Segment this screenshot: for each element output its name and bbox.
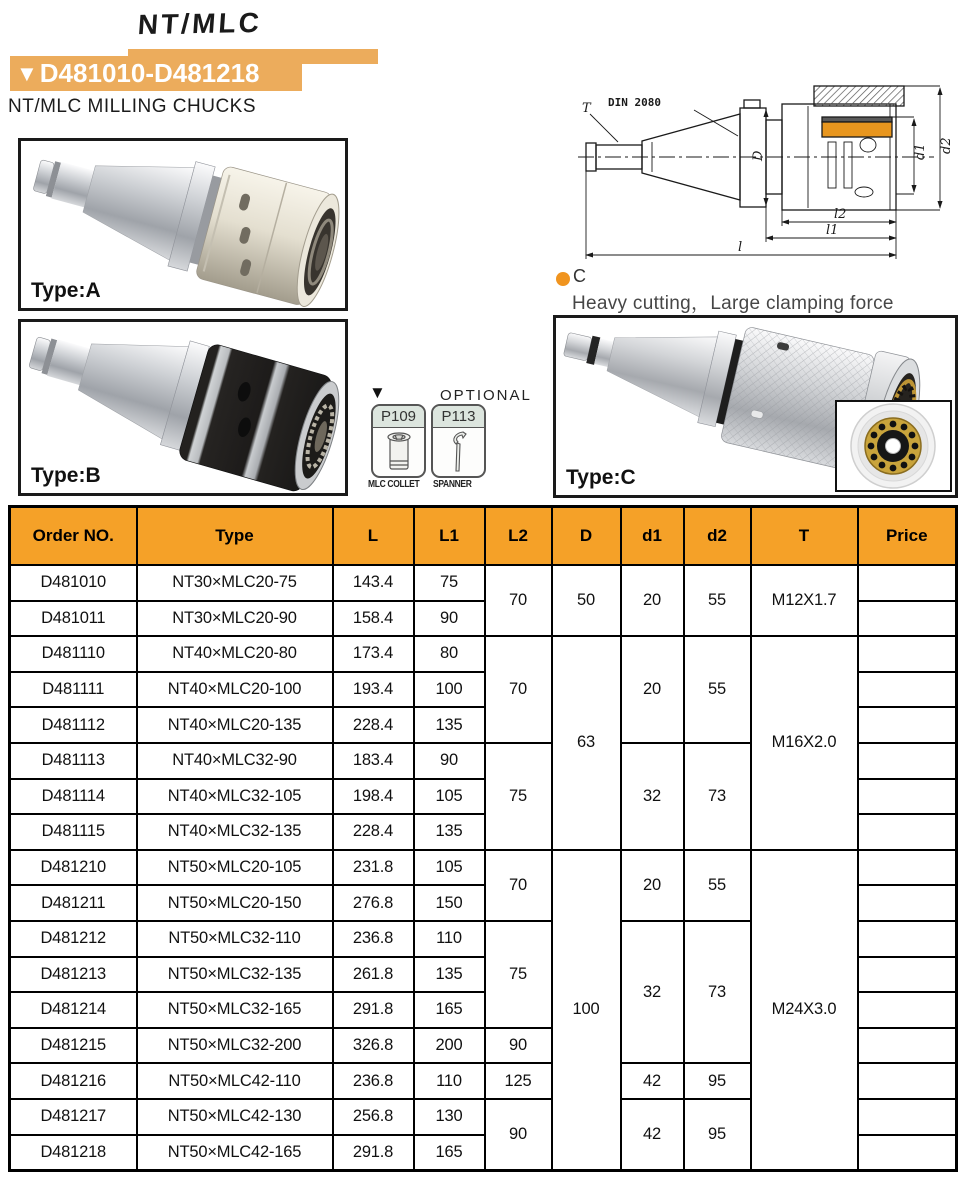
cell-type: NT40×MLC32-135	[137, 814, 333, 850]
cell-merged-dim: 50	[552, 565, 621, 636]
type-a-photo-box	[18, 138, 348, 311]
spec-table-header	[10, 507, 957, 566]
cell-price	[858, 779, 957, 815]
cell-merged-dim: 32	[621, 743, 684, 850]
col-header-price: Price	[858, 507, 957, 566]
cell-merged-dim: 55	[684, 850, 751, 921]
cell-l1: 110	[414, 1063, 485, 1099]
type-c-photo-box	[553, 315, 958, 498]
cell-l: 231.8	[333, 850, 414, 886]
cell-price	[858, 992, 957, 1028]
table-row	[10, 565, 957, 601]
cell-type: NT30×MLC20-75	[137, 565, 333, 601]
cell-price	[858, 1028, 957, 1064]
drawing-label-l2: l2	[834, 207, 847, 222]
optional-card-p109	[371, 404, 426, 478]
cell-order-no: D481115	[10, 814, 137, 850]
col-header-d2: d2	[684, 507, 751, 566]
cell-merged-dim: 73	[684, 743, 751, 850]
optional-code-p109: P109	[373, 406, 424, 428]
cell-merged-dim: 75	[485, 743, 552, 850]
drawing-label-d: D	[751, 150, 766, 161]
type-b-label: Type:B	[31, 464, 101, 487]
cell-type: NT50×MLC20-105	[137, 850, 333, 886]
spec-table	[8, 505, 958, 1172]
cell-price	[858, 707, 957, 743]
cell-merged-dim: 70	[485, 850, 552, 921]
col-header-d: D	[552, 507, 621, 566]
cell-l: 326.8	[333, 1028, 414, 1064]
cell-l1: 105	[414, 850, 485, 886]
col-header-t: T	[751, 507, 858, 566]
cell-merged-dim: 42	[621, 1099, 684, 1170]
cell-price	[858, 957, 957, 993]
series-title: NT/MLC	[136, 6, 263, 41]
cell-type: NT50×MLC42-165	[137, 1135, 333, 1171]
cell-order-no: D481010	[10, 565, 137, 601]
cell-order-no: D481211	[10, 885, 137, 921]
cell-merged-dim: 90	[485, 1099, 552, 1170]
feature-bullet-icon	[556, 272, 570, 286]
optional-title: OPTIONAL	[440, 387, 532, 404]
cell-l1: 165	[414, 1135, 485, 1171]
drawing-standard-label: DIN 2080	[608, 96, 661, 109]
cell-order-no: D481110	[10, 636, 137, 672]
cell-type: NT50×MLC20-150	[137, 885, 333, 921]
cell-type: NT50×MLC42-130	[137, 1099, 333, 1135]
cell-type: NT40×MLC32-90	[137, 743, 333, 779]
cell-l1: 80	[414, 636, 485, 672]
cell-l1: 200	[414, 1028, 485, 1064]
cell-l: 143.4	[333, 565, 414, 601]
cell-order-no: D481114	[10, 779, 137, 815]
cell-l1: 105	[414, 779, 485, 815]
type-c-front-view	[837, 402, 950, 490]
cell-l: 193.4	[333, 672, 414, 708]
cell-type: NT50×MLC32-165	[137, 992, 333, 1028]
drawing-label-l1: l1	[826, 223, 839, 238]
cell-l1: 150	[414, 885, 485, 921]
table-row	[10, 850, 957, 886]
cell-l1: 135	[414, 814, 485, 850]
cell-merged-dim: 100	[552, 850, 621, 1170]
cell-l: 183.4	[333, 743, 414, 779]
spanner-icon	[433, 428, 484, 476]
cell-price	[858, 1135, 957, 1171]
cell-price	[858, 885, 957, 921]
cell-merged-dim: 32	[621, 921, 684, 1063]
cell-merged-dim: 70	[485, 636, 552, 743]
cell-merged-dim: 125	[485, 1063, 552, 1099]
cell-order-no: D481215	[10, 1028, 137, 1064]
drawing-label-l: l	[738, 240, 743, 255]
cell-price	[858, 672, 957, 708]
cell-price	[858, 743, 957, 779]
cell-l: 198.4	[333, 779, 414, 815]
cell-l1: 90	[414, 743, 485, 779]
cell-price	[858, 1099, 957, 1135]
cell-type: NT50×MLC32-200	[137, 1028, 333, 1064]
col-header-type: Type	[137, 507, 333, 566]
technical-drawing	[556, 46, 960, 261]
cell-order-no: D481217	[10, 1099, 137, 1135]
cell-type: NT30×MLC20-90	[137, 601, 333, 637]
cell-l1: 135	[414, 957, 485, 993]
cell-type: NT40×MLC20-135	[137, 707, 333, 743]
range-banner	[10, 56, 302, 91]
cell-order-no: D481213	[10, 957, 137, 993]
cell-price	[858, 850, 957, 886]
col-header-l: L	[333, 507, 414, 566]
cell-price	[858, 565, 957, 601]
cell-l1: 130	[414, 1099, 485, 1135]
cell-type: NT50×MLC32-110	[137, 921, 333, 957]
cell-l1: 100	[414, 672, 485, 708]
cell-merged-dim: 73	[684, 921, 751, 1063]
optional-name-p113: SPANNER	[433, 479, 472, 490]
type-c-label: Type:C	[566, 466, 636, 489]
cell-type: NT50×MLC32-135	[137, 957, 333, 993]
cell-l1: 75	[414, 565, 485, 601]
optional-triangle-icon: ▼	[369, 383, 386, 402]
table-row	[10, 636, 957, 672]
col-header-l1: L1	[414, 507, 485, 566]
cell-l: 236.8	[333, 921, 414, 957]
cell-l: 236.8	[333, 1063, 414, 1099]
cell-merged-dim: 90	[485, 1028, 552, 1064]
cell-order-no: D481212	[10, 921, 137, 957]
feature-bullet-label: C	[573, 266, 586, 286]
cell-merged-dim: 20	[621, 565, 684, 636]
cell-merged-dim: M24X3.0	[751, 850, 858, 1170]
cell-merged-dim: 70	[485, 565, 552, 636]
drawing-collet-highlight	[822, 122, 892, 137]
drawing-label-d2: d2	[939, 137, 954, 154]
cell-l: 276.8	[333, 885, 414, 921]
mlc-collet-icon	[373, 428, 424, 476]
type-b-photo-box	[18, 319, 348, 496]
cell-merged-dim: 95	[684, 1063, 751, 1099]
type-a-label: Type:A	[31, 279, 101, 302]
optional-name-p109: MLC COLLET	[368, 479, 420, 490]
cell-l: 173.4	[333, 636, 414, 672]
drawing-label-t: T	[582, 101, 591, 116]
range-banner-label: D481010-D481218	[39, 58, 260, 88]
cell-l: 261.8	[333, 957, 414, 993]
cell-merged-dim: 95	[684, 1099, 751, 1170]
cell-merged-dim: M16X2.0	[751, 636, 858, 850]
type-c-front-inset	[835, 400, 952, 492]
optional-code-p113: P113	[433, 406, 484, 428]
cell-order-no: D481113	[10, 743, 137, 779]
cell-order-no: D481111	[10, 672, 137, 708]
feature-text: Heavy cutting，Large clamping force	[572, 293, 894, 314]
cell-order-no: D481011	[10, 601, 137, 637]
cell-order-no: D481112	[10, 707, 137, 743]
page-subtitle: NT/MLC MILLING CHUCKS	[8, 96, 257, 117]
cell-order-no: D481210	[10, 850, 137, 886]
drawing-label-d1: d1	[913, 143, 928, 160]
cell-merged-dim: 20	[621, 636, 684, 743]
cell-type: NT50×MLC42-110	[137, 1063, 333, 1099]
cell-order-no: D481214	[10, 992, 137, 1028]
col-header-order-no-: Order NO.	[10, 507, 137, 566]
cell-merged-dim: 55	[684, 565, 751, 636]
cell-price	[858, 814, 957, 850]
cell-l: 158.4	[333, 601, 414, 637]
cell-order-no: D481216	[10, 1063, 137, 1099]
cell-type: NT40×MLC20-80	[137, 636, 333, 672]
cell-l1: 165	[414, 992, 485, 1028]
triangle-down-icon: ▼	[16, 60, 38, 86]
optional-card-p113	[431, 404, 486, 478]
col-header-d1: d1	[621, 507, 684, 566]
cell-l: 291.8	[333, 1135, 414, 1171]
cell-merged-dim: 55	[684, 636, 751, 743]
cell-merged-dim: 63	[552, 636, 621, 850]
cell-price	[858, 636, 957, 672]
cell-price	[858, 1063, 957, 1099]
cell-merged-dim: 75	[485, 921, 552, 1028]
cell-l: 228.4	[333, 814, 414, 850]
cell-merged-dim: 42	[621, 1063, 684, 1099]
cell-l1: 135	[414, 707, 485, 743]
cell-l: 228.4	[333, 707, 414, 743]
cell-merged-dim: 20	[621, 850, 684, 921]
cell-l: 291.8	[333, 992, 414, 1028]
cell-l1: 90	[414, 601, 485, 637]
cell-order-no: D481218	[10, 1135, 137, 1171]
cell-type: NT40×MLC32-105	[137, 779, 333, 815]
cell-l1: 110	[414, 921, 485, 957]
cell-price	[858, 601, 957, 637]
cell-merged-dim: M12X1.7	[751, 565, 858, 636]
col-header-l2: L2	[485, 507, 552, 566]
cell-l: 256.8	[333, 1099, 414, 1135]
cell-price	[858, 921, 957, 957]
cell-type: NT40×MLC20-100	[137, 672, 333, 708]
